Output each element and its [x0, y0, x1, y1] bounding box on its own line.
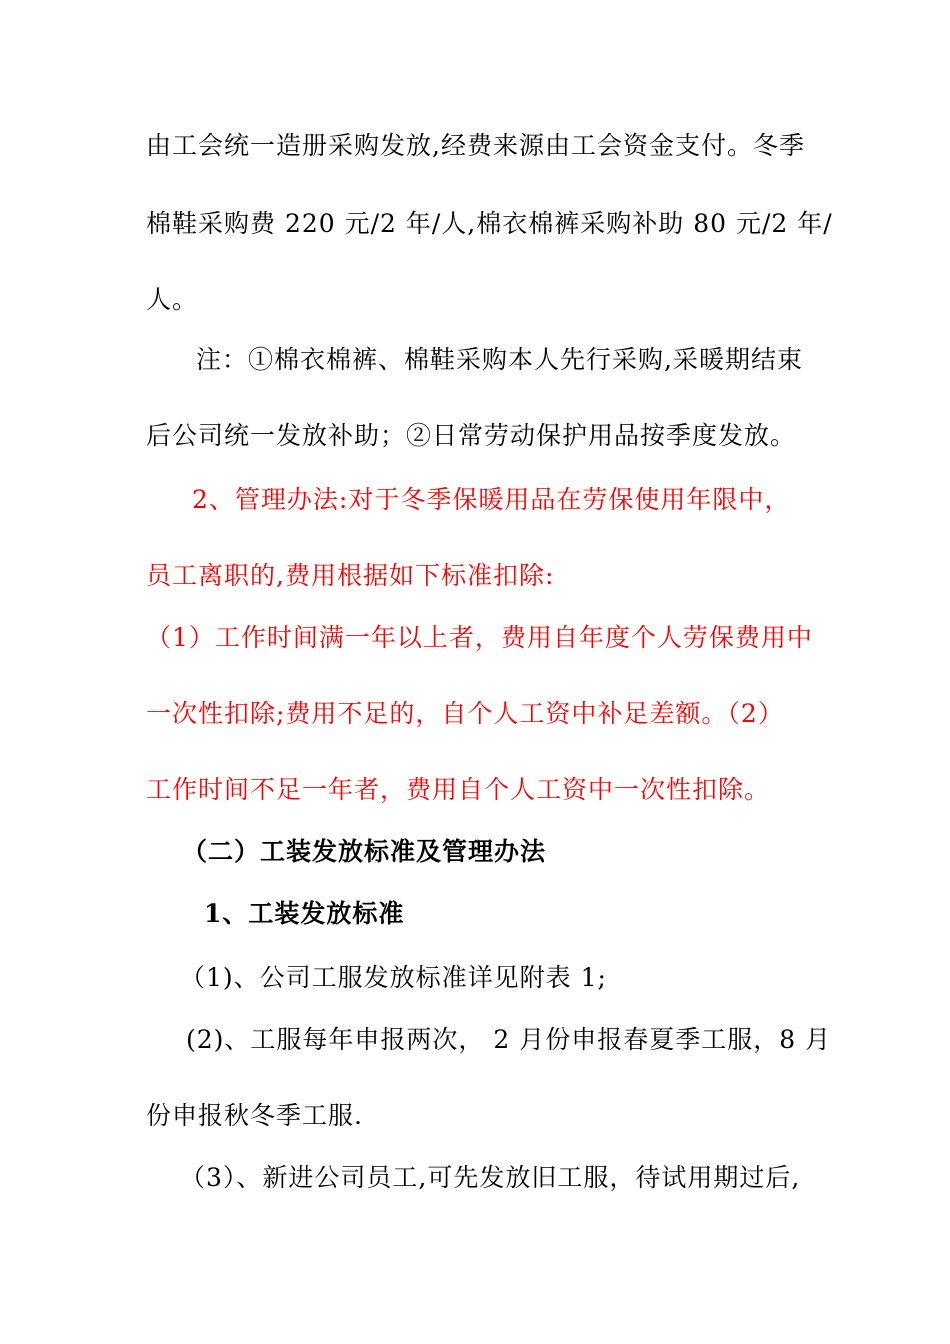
rule-item-1: （1)、公司工服发放标准详见附表 1;	[180, 963, 607, 992]
note-line-2: 后公司统一发放补助；②日常劳动保护用品按季度发放。	[146, 421, 797, 450]
rule-item-2-line-1: (2)、工服每年申报两次， 2 月份申报春夏季工服，8 月	[186, 1025, 832, 1054]
paragraph-line-2: 棉鞋采购费 220 元/2 年/人,棉衣棉裤采购补助 80 元/2 年/	[146, 209, 833, 238]
management-line-2: 员工离职的,费用根据如下标准扣除:	[146, 561, 555, 590]
management-heading-line: 2、管理办法:对于冬季保暖用品在劳保使用年限中，	[192, 485, 791, 514]
note-line-1: 注：①棉衣棉裤、棉鞋采购本人先行采购,采暖期结束	[196, 345, 803, 374]
paragraph-line-3: 人。	[146, 285, 199, 314]
subsection-heading: 1、工装发放标准	[204, 899, 405, 928]
section-heading: （二）工装发放标准及管理办法	[182, 837, 547, 866]
deduction-rule-line-2: 一次性扣除;费用不足的，自个人工资中补足差额。（2）	[146, 699, 784, 728]
rule-item-3-line-1: （3）、新进公司员工,可先发放旧工服，待试用期过后,	[180, 1163, 801, 1192]
rule-item-2-line-2: 份申报秋冬季工服.	[146, 1101, 363, 1130]
paragraph-line-1: 由工会统一造册采购发放,经费来源由工会资金支付。冬季	[146, 131, 805, 160]
deduction-rule-line-1: （1）工作时间满一年以上者，费用自年度个人劳保费用中	[146, 623, 813, 652]
deduction-rule-line-3: 工作时间不足一年者，费用自个人工资中一次性扣除。	[146, 775, 771, 804]
